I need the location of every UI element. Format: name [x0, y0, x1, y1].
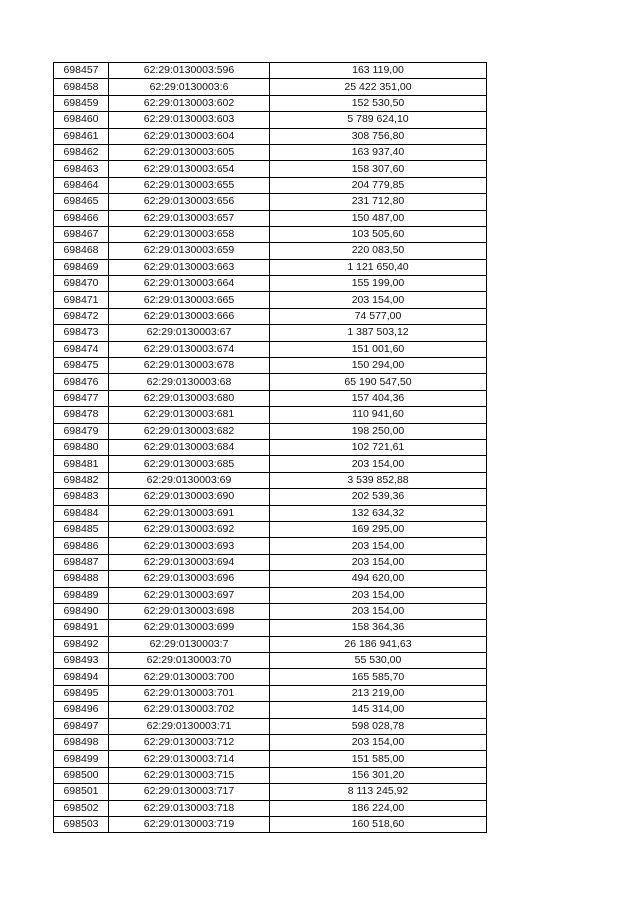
row-number-cell: 698473	[54, 325, 109, 341]
cadastral-value-cell: 158 307,60	[270, 161, 487, 177]
cadastral-value-cell: 163 937,40	[270, 144, 487, 160]
row-number-cell: 698462	[54, 144, 109, 160]
table-row	[54, 341, 487, 357]
table-row	[54, 685, 487, 701]
table-row	[54, 620, 487, 636]
cadastral-value-cell: 74 577,00	[270, 308, 487, 324]
row-number-cell: 698470	[54, 276, 109, 292]
cadastral-value-cell: 150 487,00	[270, 210, 487, 226]
cadastral-value-cell: 160 518,60	[270, 816, 487, 832]
table-row	[54, 816, 487, 832]
row-number-cell: 698493	[54, 653, 109, 669]
cadastral-number-cell: 62:29:0130003:680	[109, 390, 270, 406]
table-row	[54, 636, 487, 652]
cadastral-value-cell: 220 083,50	[270, 243, 487, 259]
cadastral-value-cell: 203 154,00	[270, 735, 487, 751]
cadastral-number-cell: 62:29:0130003:699	[109, 620, 270, 636]
cadastral-number-cell: 62:29:0130003:6	[109, 79, 270, 95]
cadastral-value-cell: 203 154,00	[270, 538, 487, 554]
row-number-cell: 698461	[54, 128, 109, 144]
row-number-cell: 698490	[54, 603, 109, 619]
cadastral-number-cell: 62:29:0130003:715	[109, 767, 270, 783]
row-number-cell: 698464	[54, 177, 109, 193]
row-number-cell: 698499	[54, 751, 109, 767]
table-row	[54, 226, 487, 242]
cadastral-value-table	[53, 62, 487, 833]
table-row	[54, 784, 487, 800]
row-number-cell: 698486	[54, 538, 109, 554]
row-number-cell: 698483	[54, 489, 109, 505]
cadastral-value-cell: 203 154,00	[270, 456, 487, 472]
table-row	[54, 374, 487, 390]
cadastral-number-cell: 62:29:0130003:68	[109, 374, 270, 390]
cadastral-number-cell: 62:29:0130003:690	[109, 489, 270, 505]
row-number-cell: 698494	[54, 669, 109, 685]
table-row	[54, 767, 487, 783]
cadastral-number-cell: 62:29:0130003:67	[109, 325, 270, 341]
table-row	[54, 571, 487, 587]
table-row	[54, 177, 487, 193]
table-row	[54, 521, 487, 537]
cadastral-value-cell: 494 620,00	[270, 571, 487, 587]
cadastral-number-cell: 62:29:0130003:664	[109, 276, 270, 292]
row-number-cell: 698472	[54, 308, 109, 324]
cadastral-number-cell: 62:29:0130003:702	[109, 702, 270, 718]
cadastral-value-cell: 203 154,00	[270, 603, 487, 619]
table-row	[54, 407, 487, 423]
cadastral-value-cell: 55 530,00	[270, 653, 487, 669]
cadastral-value-cell: 102 721,61	[270, 439, 487, 455]
cadastral-number-cell: 62:29:0130003:69	[109, 472, 270, 488]
row-number-cell: 698480	[54, 439, 109, 455]
row-number-cell: 698475	[54, 358, 109, 374]
cadastral-number-cell: 62:29:0130003:694	[109, 554, 270, 570]
row-number-cell: 698476	[54, 374, 109, 390]
row-number-cell: 698479	[54, 423, 109, 439]
cadastral-value-cell: 150 294,00	[270, 358, 487, 374]
cadastral-number-cell: 62:29:0130003:663	[109, 259, 270, 275]
cadastral-value-cell: 152 530,50	[270, 95, 487, 111]
cadastral-value-cell: 3 539 852,88	[270, 472, 487, 488]
cadastral-value-cell: 163 119,00	[270, 63, 487, 79]
table-row	[54, 194, 487, 210]
cadastral-value-cell: 203 154,00	[270, 292, 487, 308]
cadastral-value-cell: 203 154,00	[270, 554, 487, 570]
cadastral-value-cell: 158 364,36	[270, 620, 487, 636]
row-number-cell: 698477	[54, 390, 109, 406]
cadastral-number-cell: 62:29:0130003:655	[109, 177, 270, 193]
cadastral-value-cell: 231 712,80	[270, 194, 487, 210]
table-row	[54, 161, 487, 177]
cadastral-number-cell: 62:29:0130003:605	[109, 144, 270, 160]
cadastral-number-cell: 62:29:0130003:658	[109, 226, 270, 242]
cadastral-value-cell: 151 001,60	[270, 341, 487, 357]
row-number-cell: 698466	[54, 210, 109, 226]
row-number-cell: 698495	[54, 685, 109, 701]
table-row	[54, 423, 487, 439]
cadastral-value-cell: 155 199,00	[270, 276, 487, 292]
table-row	[54, 390, 487, 406]
cadastral-number-cell: 62:29:0130003:659	[109, 243, 270, 259]
cadastral-number-cell: 62:29:0130003:682	[109, 423, 270, 439]
table-row	[54, 325, 487, 341]
table-row	[54, 603, 487, 619]
cadastral-number-cell: 62:29:0130003:654	[109, 161, 270, 177]
row-number-cell: 698469	[54, 259, 109, 275]
row-number-cell: 698478	[54, 407, 109, 423]
table-row	[54, 79, 487, 95]
row-number-cell: 698459	[54, 95, 109, 111]
row-number-cell: 698501	[54, 784, 109, 800]
row-number-cell: 698463	[54, 161, 109, 177]
cadastral-value-cell: 145 314,00	[270, 702, 487, 718]
cadastral-number-cell: 62:29:0130003:717	[109, 784, 270, 800]
table-row	[54, 456, 487, 472]
table-row	[54, 653, 487, 669]
cadastral-number-cell: 62:29:0130003:712	[109, 735, 270, 751]
table-row	[54, 702, 487, 718]
cadastral-number-cell: 62:29:0130003:666	[109, 308, 270, 324]
cadastral-value-cell: 204 779,85	[270, 177, 487, 193]
cadastral-number-cell: 62:29:0130003:696	[109, 571, 270, 587]
table-row	[54, 718, 487, 734]
cadastral-number-cell: 62:29:0130003:7	[109, 636, 270, 652]
cadastral-number-cell: 62:29:0130003:681	[109, 407, 270, 423]
row-number-cell: 698481	[54, 456, 109, 472]
cadastral-number-cell: 62:29:0130003:698	[109, 603, 270, 619]
cadastral-value-cell: 8 113 245,92	[270, 784, 487, 800]
table-row	[54, 358, 487, 374]
row-number-cell: 698471	[54, 292, 109, 308]
row-number-cell: 698467	[54, 226, 109, 242]
row-number-cell: 698503	[54, 816, 109, 832]
cadastral-number-cell: 62:29:0130003:602	[109, 95, 270, 111]
cadastral-value-cell: 151 585,00	[270, 751, 487, 767]
row-number-cell: 698484	[54, 505, 109, 521]
table-row	[54, 95, 487, 111]
row-number-cell: 698488	[54, 571, 109, 587]
cadastral-number-cell: 62:29:0130003:674	[109, 341, 270, 357]
row-number-cell: 698460	[54, 112, 109, 128]
table-row	[54, 587, 487, 603]
table-body	[54, 63, 487, 833]
cadastral-number-cell: 62:29:0130003:714	[109, 751, 270, 767]
cadastral-number-cell: 62:29:0130003:656	[109, 194, 270, 210]
row-number-cell: 698487	[54, 554, 109, 570]
cadastral-number-cell: 62:29:0130003:665	[109, 292, 270, 308]
cadastral-value-cell: 1 387 503,12	[270, 325, 487, 341]
table-row	[54, 800, 487, 816]
cadastral-value-cell: 157 404,36	[270, 390, 487, 406]
table-row	[54, 505, 487, 521]
cadastral-value-cell: 165 585,70	[270, 669, 487, 685]
table-row	[54, 259, 487, 275]
cadastral-value-cell: 156 301,20	[270, 767, 487, 783]
cadastral-value-cell: 65 190 547,50	[270, 374, 487, 390]
table-row	[54, 292, 487, 308]
cadastral-number-cell: 62:29:0130003:701	[109, 685, 270, 701]
row-number-cell: 698465	[54, 194, 109, 210]
table-row	[54, 210, 487, 226]
cadastral-number-cell: 62:29:0130003:603	[109, 112, 270, 128]
row-number-cell: 698500	[54, 767, 109, 783]
table-row	[54, 63, 487, 79]
cadastral-value-cell: 198 250,00	[270, 423, 487, 439]
row-number-cell: 698457	[54, 63, 109, 79]
cadastral-number-cell: 62:29:0130003:70	[109, 653, 270, 669]
cadastral-number-cell: 62:29:0130003:604	[109, 128, 270, 144]
cadastral-number-cell: 62:29:0130003:719	[109, 816, 270, 832]
cadastral-number-cell: 62:29:0130003:700	[109, 669, 270, 685]
row-number-cell: 698502	[54, 800, 109, 816]
cadastral-number-cell: 62:29:0130003:596	[109, 63, 270, 79]
row-number-cell: 698468	[54, 243, 109, 259]
table-row	[54, 276, 487, 292]
row-number-cell: 698482	[54, 472, 109, 488]
cadastral-value-cell: 110 941,60	[270, 407, 487, 423]
cadastral-value-cell: 25 422 351,00	[270, 79, 487, 95]
cadastral-value-cell: 132 634,32	[270, 505, 487, 521]
cadastral-number-cell: 62:29:0130003:693	[109, 538, 270, 554]
table-row	[54, 735, 487, 751]
table-row	[54, 489, 487, 505]
cadastral-number-cell: 62:29:0130003:71	[109, 718, 270, 734]
table-row	[54, 308, 487, 324]
table-row	[54, 112, 487, 128]
row-number-cell: 698492	[54, 636, 109, 652]
row-number-cell: 698474	[54, 341, 109, 357]
cadastral-value-cell: 1 121 650,40	[270, 259, 487, 275]
cadastral-number-cell: 62:29:0130003:718	[109, 800, 270, 816]
row-number-cell: 698458	[54, 79, 109, 95]
cadastral-value-cell: 202 539,36	[270, 489, 487, 505]
cadastral-number-cell: 62:29:0130003:684	[109, 439, 270, 455]
cadastral-number-cell: 62:29:0130003:657	[109, 210, 270, 226]
cadastral-value-cell: 203 154,00	[270, 587, 487, 603]
table-row	[54, 243, 487, 259]
cadastral-number-cell: 62:29:0130003:692	[109, 521, 270, 537]
row-number-cell: 698498	[54, 735, 109, 751]
table-row	[54, 554, 487, 570]
row-number-cell: 698491	[54, 620, 109, 636]
cadastral-number-cell: 62:29:0130003:685	[109, 456, 270, 472]
row-number-cell: 698485	[54, 521, 109, 537]
row-number-cell: 698496	[54, 702, 109, 718]
table-row	[54, 472, 487, 488]
cadastral-value-cell: 598 028,78	[270, 718, 487, 734]
cadastral-number-cell: 62:29:0130003:691	[109, 505, 270, 521]
table-row	[54, 144, 487, 160]
cadastral-value-cell: 213 219,00	[270, 685, 487, 701]
row-number-cell: 698497	[54, 718, 109, 734]
cadastral-value-cell: 26 186 941,63	[270, 636, 487, 652]
cadastral-value-cell: 186 224,00	[270, 800, 487, 816]
table-row	[54, 538, 487, 554]
cadastral-number-cell: 62:29:0130003:678	[109, 358, 270, 374]
cadastral-value-cell: 103 505,60	[270, 226, 487, 242]
cadastral-value-cell: 5 789 624,10	[270, 112, 487, 128]
table-row	[54, 439, 487, 455]
cadastral-number-cell: 62:29:0130003:697	[109, 587, 270, 603]
table-row	[54, 669, 487, 685]
row-number-cell: 698489	[54, 587, 109, 603]
cadastral-value-cell: 169 295,00	[270, 521, 487, 537]
cadastral-value-cell: 308 756,80	[270, 128, 487, 144]
table-row	[54, 751, 487, 767]
table-row	[54, 128, 487, 144]
